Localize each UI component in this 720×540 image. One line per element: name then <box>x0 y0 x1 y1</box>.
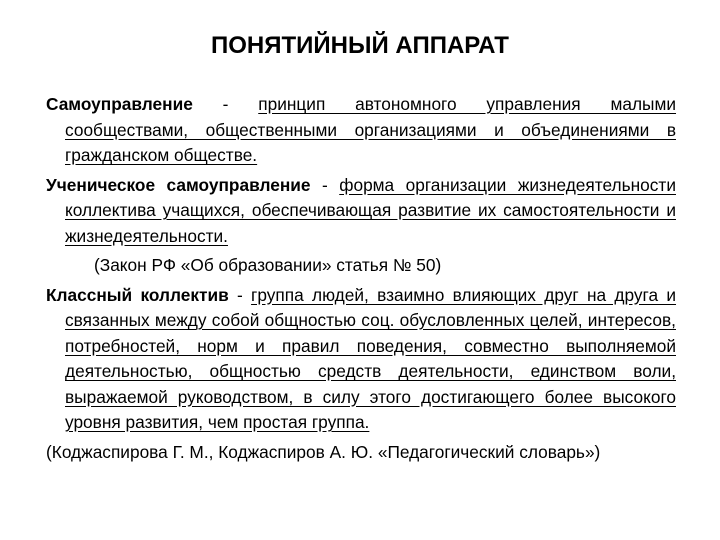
definition-self-government <box>46 92 676 169</box>
source-reference: (Коджаспирова Г. М., Коджаспиров А. Ю. «Педагогический словарь») <box>46 441 601 462</box>
definition-separator: - <box>228 284 252 305</box>
definition-term: Ученическое самоуправление <box>46 174 311 195</box>
definition-text: форма организации жизнедеятельности коллектива учащихся, обеспечивающая развитие их самостоятельности и жизнедеятельности. <box>65 174 676 246</box>
definition-class-collective <box>46 283 676 436</box>
definition-term: Классный коллектив <box>46 284 229 305</box>
definition-student-self-government <box>46 173 676 250</box>
page-title: ПОНЯТИЙНЫЙ АППАРАТ <box>211 32 509 59</box>
definition-text: группа людей, взаимно влияющих друг на друга и связанных между собой общностью соц. обусловленных целей, интересов, потребностей, норм и правил поведения, совместно выполняемой деятельностью, общностью средств деятельности, единством воли, выражаемой руководством, в силу этого достигающего более высокого уровня развития, чем простая группа. <box>65 284 677 432</box>
definition-separator: - <box>192 94 259 114</box>
definition-separator: - <box>310 174 340 195</box>
definitions-body <box>46 92 676 465</box>
law-reference: (Закон РФ «Об образовании» статья № 50) <box>94 255 442 275</box>
definition-term: Самоуправление <box>46 94 193 114</box>
definition-text: принцип автономного управления малыми сообществами, общественными организациями и объединениями в гражданском обществе. <box>65 94 677 165</box>
